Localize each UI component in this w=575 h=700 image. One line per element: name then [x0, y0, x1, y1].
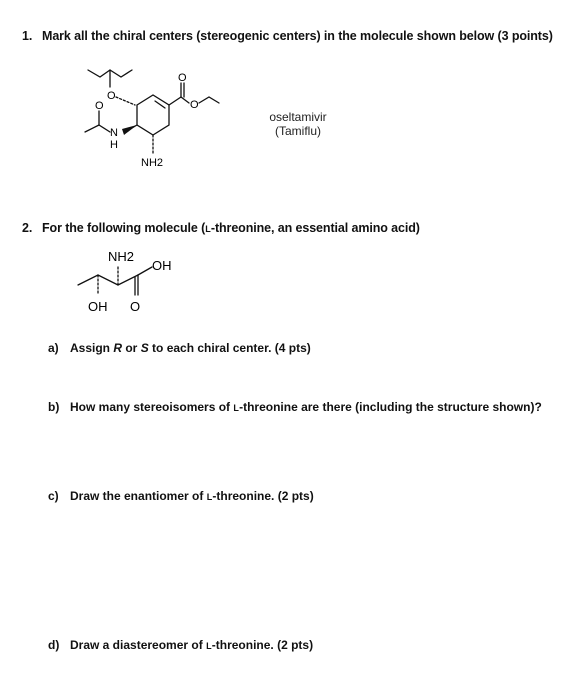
part-a-mid: or	[122, 341, 141, 355]
part-d	[48, 638, 313, 652]
part-c-letter: c)	[48, 489, 59, 503]
threonine-acid-oh-label: OH	[152, 258, 172, 273]
threonine-carbonyl-o-label: O	[130, 299, 141, 314]
part-d-smallcap: L	[206, 641, 212, 651]
part-b-pre: How many stereoisomers of	[70, 400, 234, 414]
part-c-pre: Draw the enantiomer of	[70, 489, 207, 503]
question-1-number: 1.	[22, 29, 33, 43]
threonine-side-oh-label: OH	[88, 299, 108, 314]
oseltamivir-trade-name: (Tamiflu)	[274, 124, 321, 138]
part-c	[48, 489, 314, 503]
part-c-post: -threonine. (2 pts)	[212, 489, 314, 503]
oseltamivir-caption	[253, 110, 343, 138]
part-b-letter: b)	[48, 400, 60, 414]
question-2-text-post: -threonine, an essential amino acid)	[210, 221, 420, 235]
amide-nitrogen-label: N	[110, 127, 118, 139]
part-a	[48, 341, 311, 355]
question-1-text: Mark all the chiral centers (stereogenic centers) in the molecule shown below (3 points)	[42, 29, 553, 43]
part-c-smallcap: L	[206, 492, 213, 502]
part-b	[48, 400, 542, 414]
carbonyl-oxygen-label: O	[178, 72, 187, 84]
question-2-number: 2.	[22, 221, 33, 235]
part-b-post: -threonine are there (including the structure shown)?	[239, 400, 542, 414]
question-2-text-pre: For the following molecule (	[42, 221, 206, 235]
question-2	[22, 221, 420, 235]
amide-hydrogen-label: H	[110, 139, 118, 151]
wedge-bond	[122, 125, 137, 135]
cyclohexene-ring	[137, 95, 169, 135]
question-1	[22, 29, 553, 43]
part-a-pre: Assign	[70, 341, 114, 355]
part-a-s: S	[140, 341, 149, 355]
part-a-letter: a)	[48, 341, 59, 355]
question-2-smallcap-l: L	[205, 224, 211, 234]
threonine-nh2-label: NH2	[108, 249, 135, 264]
amide-oxygen-label: O	[95, 100, 104, 112]
ester-bond	[169, 97, 181, 105]
part-b-smallcap: L	[233, 403, 240, 413]
part-a-r: R	[113, 341, 123, 355]
amine-label: NH2	[141, 157, 164, 169]
ester-oxygen-label: O	[190, 99, 199, 111]
part-d-pre: Draw a diastereomer of	[70, 638, 207, 652]
part-a-post: to each chiral center. (4 pts)	[148, 341, 311, 355]
threonine-structure	[70, 243, 200, 328]
ether-oxygen-label: O	[107, 90, 116, 102]
part-d-letter: d)	[48, 638, 60, 652]
part-d-post: -threonine. (2 pts)	[211, 638, 314, 652]
oseltamivir-name: oseltamivir	[269, 110, 327, 124]
